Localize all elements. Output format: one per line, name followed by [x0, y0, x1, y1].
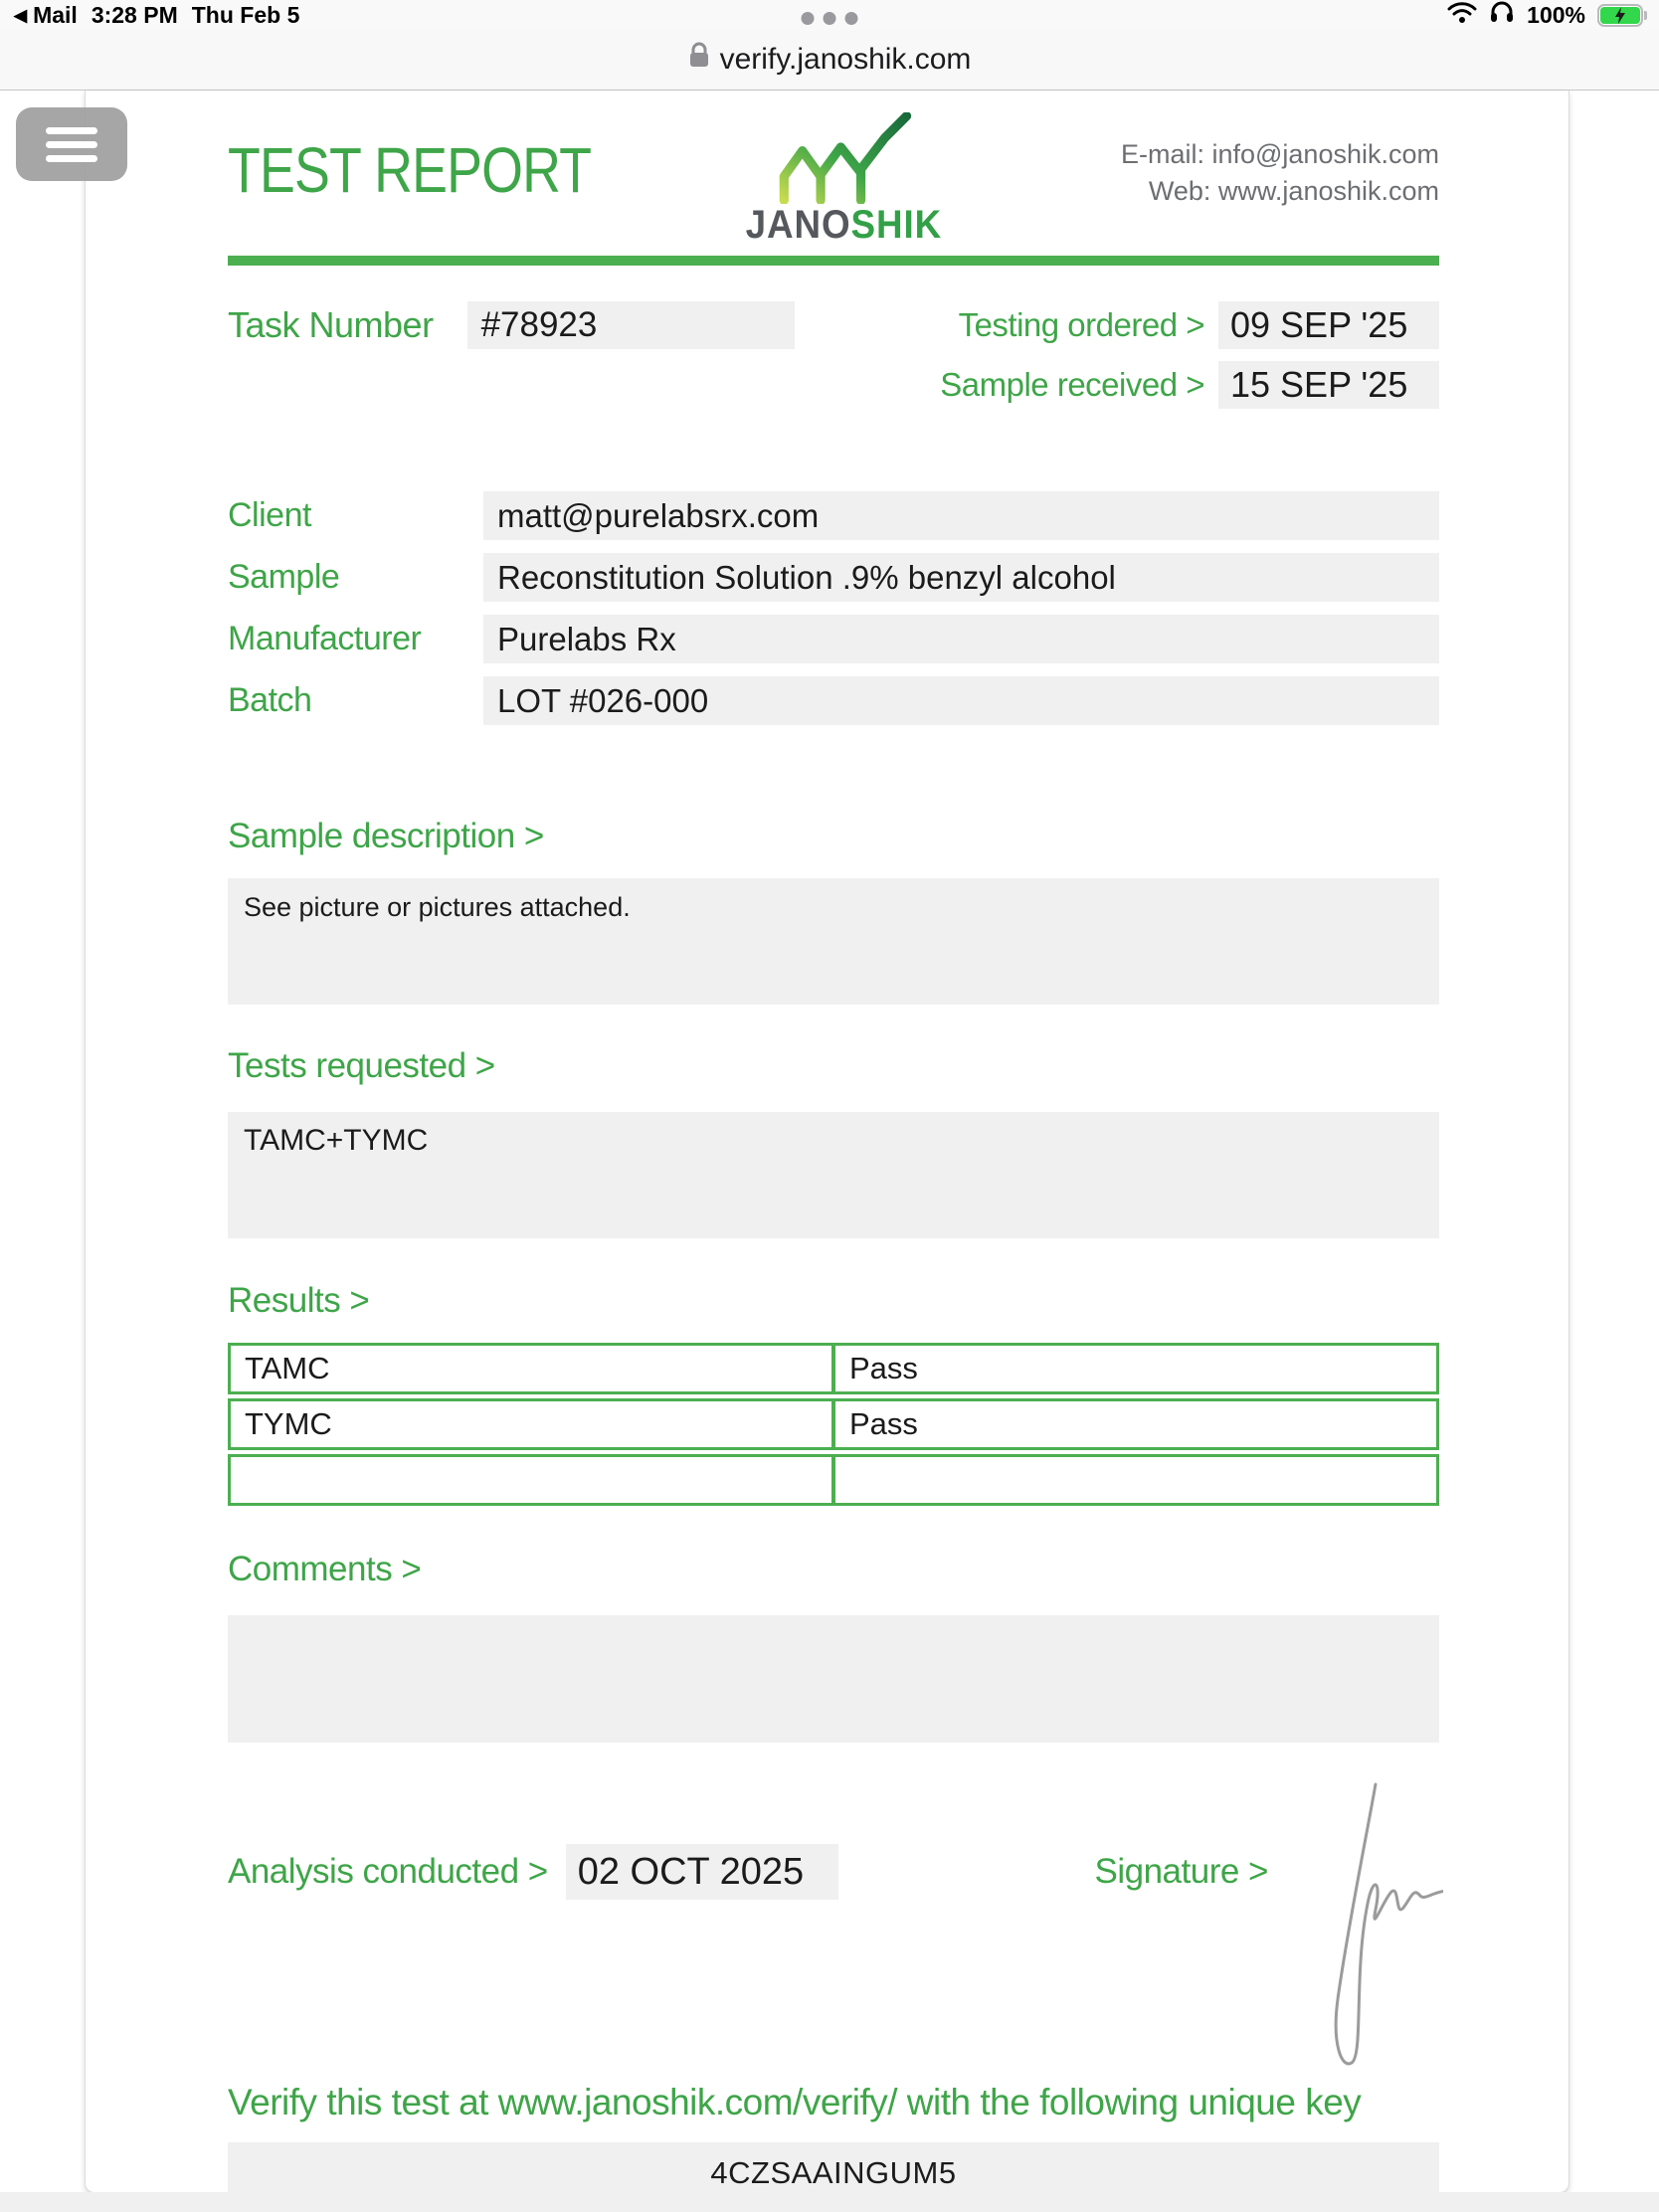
- lab-contact-info: [1121, 136, 1439, 210]
- results-table: [228, 1339, 1439, 1510]
- result-test-name: TYMC: [228, 1398, 833, 1450]
- field-row-client: [228, 491, 1439, 540]
- back-app-label: Mail: [33, 1, 78, 28]
- results-heading: Results >: [228, 1281, 370, 1320]
- sample-value: Reconstitution Solution .9% benzyl alcohol: [483, 553, 1439, 602]
- verify-instruction: Verify this test at www.janoshik.com/verify/ with the following unique key: [228, 2082, 1362, 2122]
- tests-requested-body: TAMC+TYMC: [228, 1112, 1439, 1238]
- back-to-mail-button[interactable]: [14, 2, 78, 29]
- lock-icon: [688, 42, 710, 78]
- sample-description-heading: Sample description >: [228, 817, 544, 855]
- field-row-sample: [228, 553, 1439, 602]
- sample-received-value: 15 SEP '25: [1218, 361, 1439, 409]
- sample-received-label: Sample received >: [940, 366, 1204, 403]
- safari-address-bar[interactable]: [0, 30, 1659, 91]
- sample-label: Sample: [228, 558, 340, 596]
- report-page: [85, 91, 1569, 2193]
- contact-web: Web: www.janoshik.com: [1148, 176, 1439, 206]
- janoshik-logo: [700, 112, 989, 245]
- back-arrow-icon: ◀: [14, 5, 28, 25]
- menu-button[interactable]: [16, 107, 127, 181]
- result-value: Pass: [833, 1398, 1439, 1450]
- analysis-conducted-label: Analysis conducted >: [228, 1852, 548, 1891]
- analysis-conducted-value: 02 OCT 2025: [566, 1844, 838, 1900]
- tests-requested-heading: Tests requested >: [228, 1046, 495, 1085]
- page-background-strip: [0, 2192, 1659, 2212]
- result-test-name: TAMC: [228, 1343, 833, 1394]
- table-row: [228, 1454, 1439, 1506]
- client-value: matt@purelabsrx.com: [483, 491, 1439, 540]
- hamburger-icon: [46, 127, 97, 134]
- header-divider: [228, 256, 1439, 266]
- signature-image: [1314, 1778, 1443, 2077]
- verify-key: 4CZSAAINGUM5: [228, 2142, 1439, 2204]
- task-number-label: Task Number: [228, 304, 434, 345]
- client-label: Client: [228, 496, 311, 534]
- logo-chart-arrow-icon: [770, 112, 919, 209]
- result-test-name: [228, 1454, 833, 1506]
- status-bar: [0, 0, 1659, 30]
- battery-charging-icon: [1597, 4, 1647, 27]
- comments-heading: Comments >: [228, 1550, 422, 1588]
- sample-description-body: See picture or pictures attached.: [228, 878, 1439, 1005]
- signature-label: Signature >: [1094, 1852, 1268, 1891]
- multitask-indicator[interactable]: [802, 12, 858, 25]
- task-number-value: #78923: [467, 301, 795, 349]
- testing-ordered-value: 09 SEP '25: [1218, 301, 1439, 349]
- batch-label: Batch: [228, 681, 312, 719]
- table-row: [228, 1398, 1439, 1450]
- field-row-manufacturer: [228, 615, 1439, 663]
- manufacturer-value: Purelabs Rx: [483, 615, 1439, 663]
- manufacturer-label: Manufacturer: [228, 620, 422, 657]
- result-value: [833, 1454, 1439, 1506]
- page-title: TEST REPORT: [228, 134, 592, 206]
- comments-body: [228, 1615, 1439, 1743]
- clock: 3:28 PM: [91, 1, 178, 28]
- battery-percent: 100%: [1527, 1, 1585, 28]
- date: Thu Feb 5: [191, 1, 300, 28]
- batch-value: LOT #026-000: [483, 676, 1439, 725]
- table-row: [228, 1343, 1439, 1394]
- logo-wordmark: JANOSHIK: [745, 203, 943, 247]
- wifi-icon: [1447, 0, 1477, 30]
- headphones-icon: [1489, 0, 1515, 31]
- contact-email: E-mail: info@janoshik.com: [1120, 139, 1439, 169]
- url-text: verify.janoshik.com: [719, 43, 972, 76]
- result-value: Pass: [833, 1343, 1439, 1394]
- field-row-batch: [228, 676, 1439, 725]
- testing-ordered-label: Testing ordered >: [958, 306, 1204, 343]
